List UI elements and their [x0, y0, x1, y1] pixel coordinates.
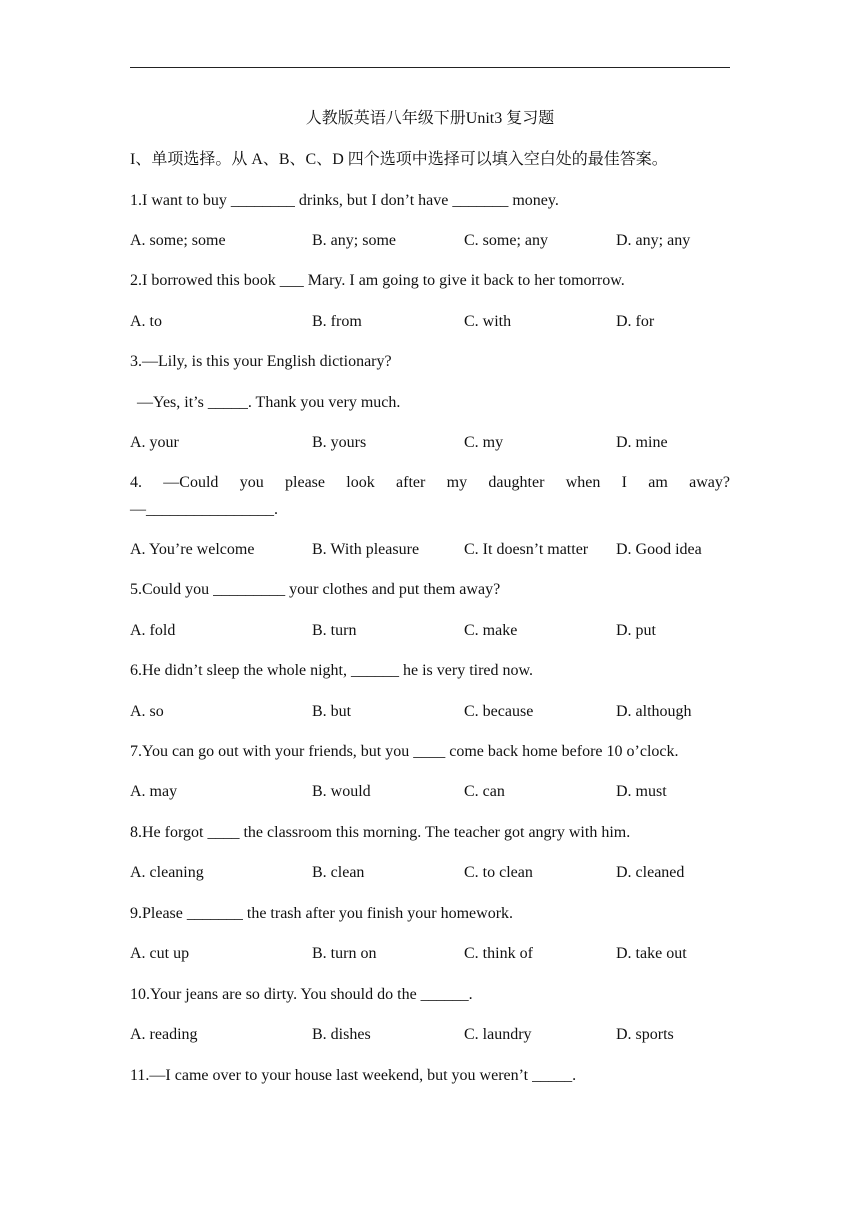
question-9-stem: 9.Please _______ the trash after you finish your homework.	[130, 905, 514, 922]
option-a: A. reading	[130, 1026, 198, 1043]
question-8-stem: 8.He forgot ____ the classroom this morning. The teacher got angry with him.	[130, 824, 631, 841]
question-6-stem: 6.He didn’t sleep the whole night, ______ he is very tired now.	[130, 662, 534, 679]
option-b: B. dishes	[312, 1026, 371, 1043]
option-c: C. think of	[464, 945, 533, 962]
option-a: A. so	[130, 703, 164, 720]
option-b: B. yours	[312, 434, 367, 451]
option-d: D. put	[616, 622, 656, 639]
option-d: D. although	[616, 703, 692, 720]
question-10-stem: 10.Your jeans are so dirty. You should do the ______.	[130, 986, 473, 1003]
option-a: A. to	[130, 313, 162, 330]
option-c: C. make	[464, 622, 518, 639]
document-title: 人教版英语八年级下册Unit3 复习题	[305, 110, 555, 127]
option-a: A. some; some	[130, 232, 226, 249]
header-rule	[130, 67, 730, 68]
option-d: D. mine	[616, 434, 668, 451]
option-b: B. turn on	[312, 945, 377, 962]
option-d: D. sports	[616, 1026, 674, 1043]
option-c: C. because	[464, 703, 534, 720]
option-a: A. your	[130, 434, 179, 451]
option-c: C. It doesn’t matter	[464, 541, 589, 558]
question-4-stem-line-2: —________________.	[130, 501, 278, 518]
option-d: D. must	[616, 783, 667, 800]
section-instruction: I、单项选择。从 A、B、C、D 四个选项中选择可以填入空白处的最佳答案。	[130, 151, 668, 168]
option-a: A. fold	[130, 622, 176, 639]
question-5-stem: 5.Could you _________ your clothes and put them away?	[130, 581, 501, 598]
option-c: C. can	[464, 783, 505, 800]
question-4-stem: 4. —Could you please look after my daughter when I am away?	[130, 474, 730, 491]
option-b: B. would	[312, 783, 371, 800]
option-b: B. from	[312, 313, 362, 330]
option-c: C. some; any	[464, 232, 548, 249]
option-b: B. any; some	[312, 232, 396, 249]
question-3-stem-line-2: —Yes, it’s _____. Thank you very much.	[137, 394, 401, 411]
option-d: D. for	[616, 313, 655, 330]
option-c: C. my	[464, 434, 504, 451]
option-a: A. may	[130, 783, 178, 800]
option-a: A. cut up	[130, 945, 190, 962]
question-2-stem: 2.I borrowed this book ___ Mary. I am going to give it back to her tomorrow.	[130, 272, 625, 289]
option-d: D. Good idea	[616, 541, 702, 558]
question-1-stem: 1.I want to buy ________ drinks, but I don’t have _______ money.	[130, 192, 559, 209]
question-3-stem: 3.—Lily, is this your English dictionary?	[130, 353, 392, 370]
option-d: D. any; any	[616, 232, 691, 249]
option-b: B. clean	[312, 864, 365, 881]
option-a: A. You’re welcome	[130, 541, 255, 558]
option-c: C. laundry	[464, 1026, 532, 1043]
option-b: B. but	[312, 703, 352, 720]
option-d: D. cleaned	[616, 864, 685, 881]
option-c: C. with	[464, 313, 512, 330]
option-d: D. take out	[616, 945, 687, 962]
question-7-stem: 7.You can go out with your friends, but you ____ come back home before 10 o’clock.	[130, 743, 679, 760]
option-c: C. to clean	[464, 864, 533, 881]
question-11-stem: 11.—I came over to your house last weekend, but you weren’t _____.	[130, 1067, 577, 1084]
option-b: B. turn	[312, 622, 357, 639]
option-a: A. cleaning	[130, 864, 204, 881]
option-b: B. With pleasure	[312, 541, 420, 558]
